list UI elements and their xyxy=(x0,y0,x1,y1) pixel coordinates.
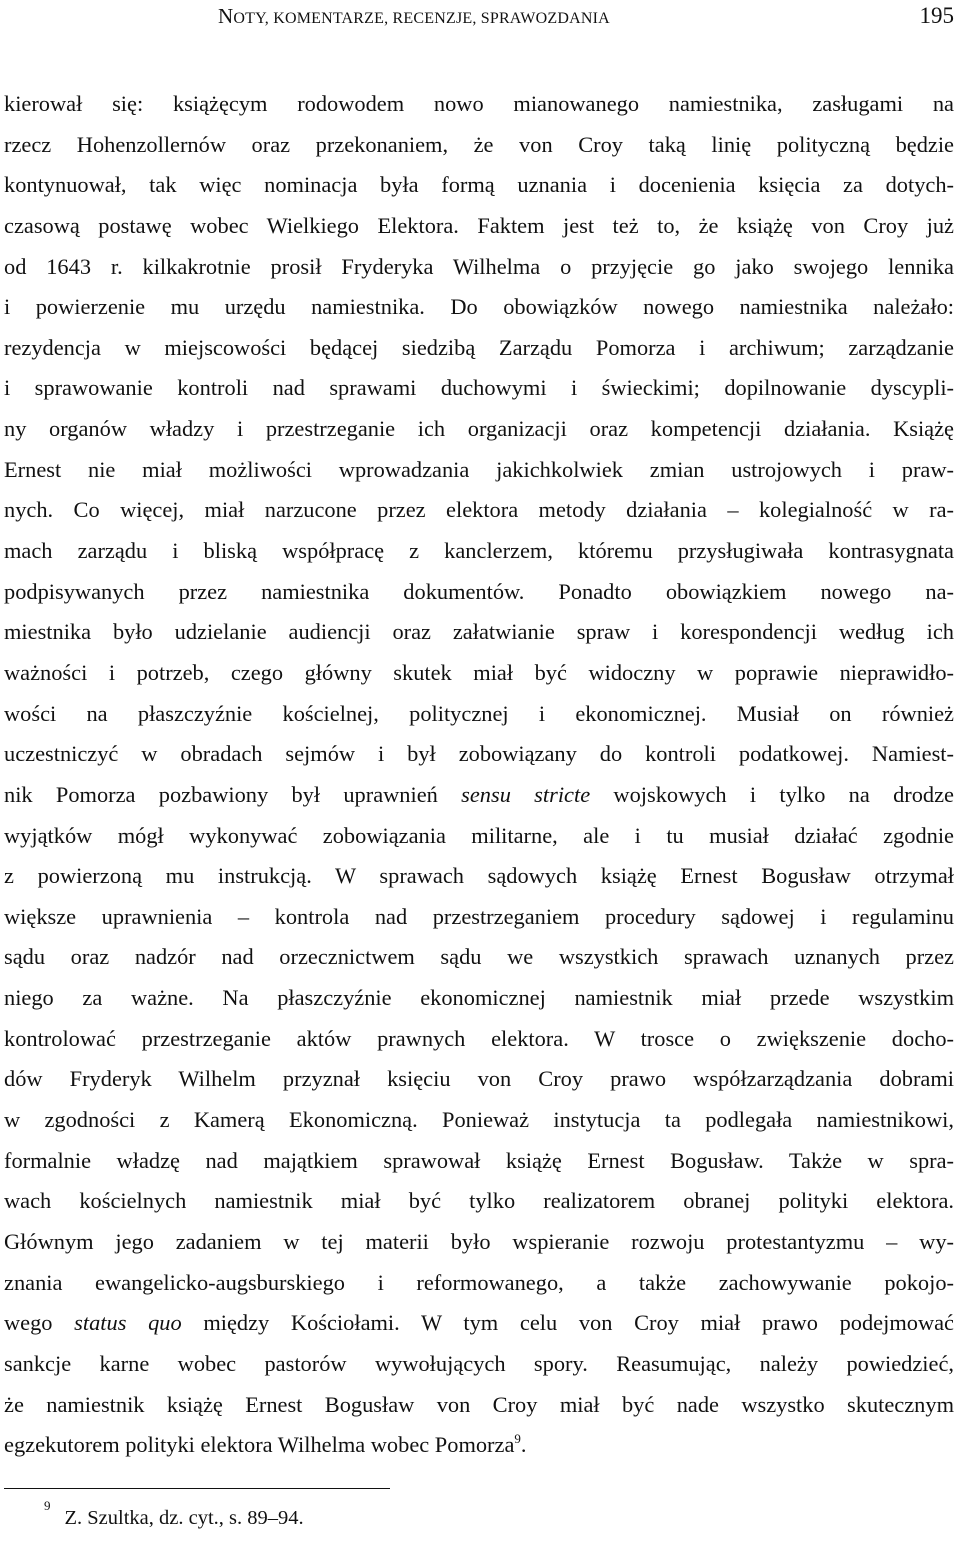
text-line: kontynuował, tak więc nominacja była formą uznania i docenienia księcia za dotych- xyxy=(4,172,954,198)
text-line: ważności i potrzeb, czego główny skutek miał być widoczny w poprawie nieprawidło- xyxy=(4,659,954,685)
text-line xyxy=(4,1303,954,1344)
text-segment: między Kościołami. W tym celu von Croy miał prawo podejmować xyxy=(181,1310,954,1336)
italic-term: status quo xyxy=(74,1310,182,1336)
text-line: Głównym jego zadaniem w tej materii było wspieranie rozwoju protestantyzmu – wy- xyxy=(4,1228,954,1254)
text-line: ny organów władzy i przestrzeganie ich organizacji oraz kompetencji działania. Książę xyxy=(4,416,954,442)
text-line: i sprawowanie kontroli nad sprawami duchowymi i świeckimi; dopilnowanie dyscypli- xyxy=(4,375,954,401)
text-line: kontrolować przestrzeganie aktów prawnych elektora. W trosce o zwiększenie docho- xyxy=(4,1025,954,1051)
text-line: miestnika było udzielanie audiencji oraz załatwianie spraw i korespondencji według ich xyxy=(4,619,954,645)
text-line: uczestniczyć w obradach sejmów i był zobowiązany do kontroli podatkowej. Namiest- xyxy=(4,741,954,767)
footnote xyxy=(44,1498,304,1530)
text-line: i powierzenie mu urzędu namiestnika. Do obowiązków nowego namiestnika należało: xyxy=(4,294,954,320)
page-number: 195 xyxy=(919,3,954,28)
body-text xyxy=(4,84,954,1466)
italic-term: sensu stricte xyxy=(461,781,591,807)
text-line: wach kościelnych namiestnik miał być tylko realizatorem obranej polityki elektora. xyxy=(4,1188,954,1214)
text-segment: nik Pomorza pozbawiony był uprawnień xyxy=(4,781,462,807)
text-line xyxy=(4,775,954,816)
text-line: rezydencja w miejscowości będącej siedzibą Zarządu Pomorza i archiwum; zarządzanie xyxy=(4,334,954,360)
text-segment: egzekutorem polityki elektora Wilhelma wobec Pomorza xyxy=(4,1432,515,1458)
text-line: że namiestnik książę Ernest Bogusław von Croy miał być nade wszystko skutecznym xyxy=(4,1391,954,1417)
text-line: formalnie władzę nad majątkiem sprawował książę Ernest Bogusław. Także w spra- xyxy=(4,1147,954,1173)
text-line: podpisywanych przez namiestnika dokumentów. Ponadto obowiązkiem nowego na- xyxy=(4,578,954,604)
text-line: od 1643 r. kilkakrotnie prosił Fryderyka Wilhelma o przyjęcie go jako swojego lennika xyxy=(4,253,954,279)
footnote-reference[interactable]: 9 xyxy=(514,1431,521,1447)
text-line: rzecz Hohenzollernów oraz przekonaniem, że von Croy taką linię polityczną będzie xyxy=(4,131,954,157)
text-line: większe uprawnienia – kontrola nad przestrzeganiem procedury sądowej i regulaminu xyxy=(4,903,954,929)
text-line: kierował się: książęcym rodowodem nowo mianowanego namiestnika, zasługami na xyxy=(4,91,954,116)
text-line: sądu oraz nadzór nad orzecznictwem sądu we wszystkich sprawach uznanych przez xyxy=(4,944,954,970)
text-line: wyjątków mógł wykonywać zobowiązania militarne, ale i tu musiał działać zgodnie xyxy=(4,822,954,848)
text-line: znania ewangelicko-augsburskiego i reformowanego, a także zachowywanie pokojo- xyxy=(4,1269,954,1295)
footnote-text: Z. Szultka, dz. cyt., s. 89–94. xyxy=(64,1507,304,1529)
text-line: wości na płaszczyźnie kościelnej, politycznej i ekonomicznej. Musiał on również xyxy=(4,700,954,726)
text-line: czasową postawę wobec Wielkiego Elektora. Faktem jest też to, że książę von Croy już xyxy=(4,212,954,238)
text-line: nych. Co więcej, miał narzucone przez elektora metody działania – kolegialność w ra- xyxy=(4,497,954,523)
text-segment: wego xyxy=(4,1310,75,1336)
running-head-initial: N xyxy=(218,4,234,28)
footnote-separator xyxy=(4,1488,390,1489)
text-line: niego za ważne. Na płaszczyźnie ekonomicznej namiestnik miał przede wszystkim xyxy=(4,985,954,1011)
text-line: mach zarządu i bliską współpracę z kanclerzem, któremu przysługiwała kontrasygnata xyxy=(4,538,954,564)
running-head xyxy=(218,4,610,29)
text-segment: . xyxy=(520,1432,527,1458)
text-line: dów Fryderyk Wilhelm przyznał księciu von Croy prawo współzarządzania dobrami xyxy=(4,1066,954,1092)
text-line xyxy=(4,1425,954,1466)
footnote-marker: 9 xyxy=(44,1498,51,1513)
text-line: Ernest nie miał możliwości wprowadzania jakichkolwiek zmian ustrojowych i praw- xyxy=(4,456,954,482)
text-line: w zgodności z Kamerą Ekonomiczną. Ponieważ instytucja ta podlegała namiestnikowi, xyxy=(4,1107,954,1133)
text-line: sankcje karne wobec pastorów wywołujących spory. Reasumując, należy powiedzieć, xyxy=(4,1350,954,1376)
text-line: z powierzoną mu instrukcją. W sprawach sądowych książę Ernest Bogusław otrzymał xyxy=(4,863,954,889)
page-header xyxy=(0,0,960,40)
running-head-rest: OTY, KOMENTARZE, RECENZJE, SPRAWOZDANIA xyxy=(233,10,610,27)
text-segment: wojskowych i tylko na drodze xyxy=(590,781,954,807)
